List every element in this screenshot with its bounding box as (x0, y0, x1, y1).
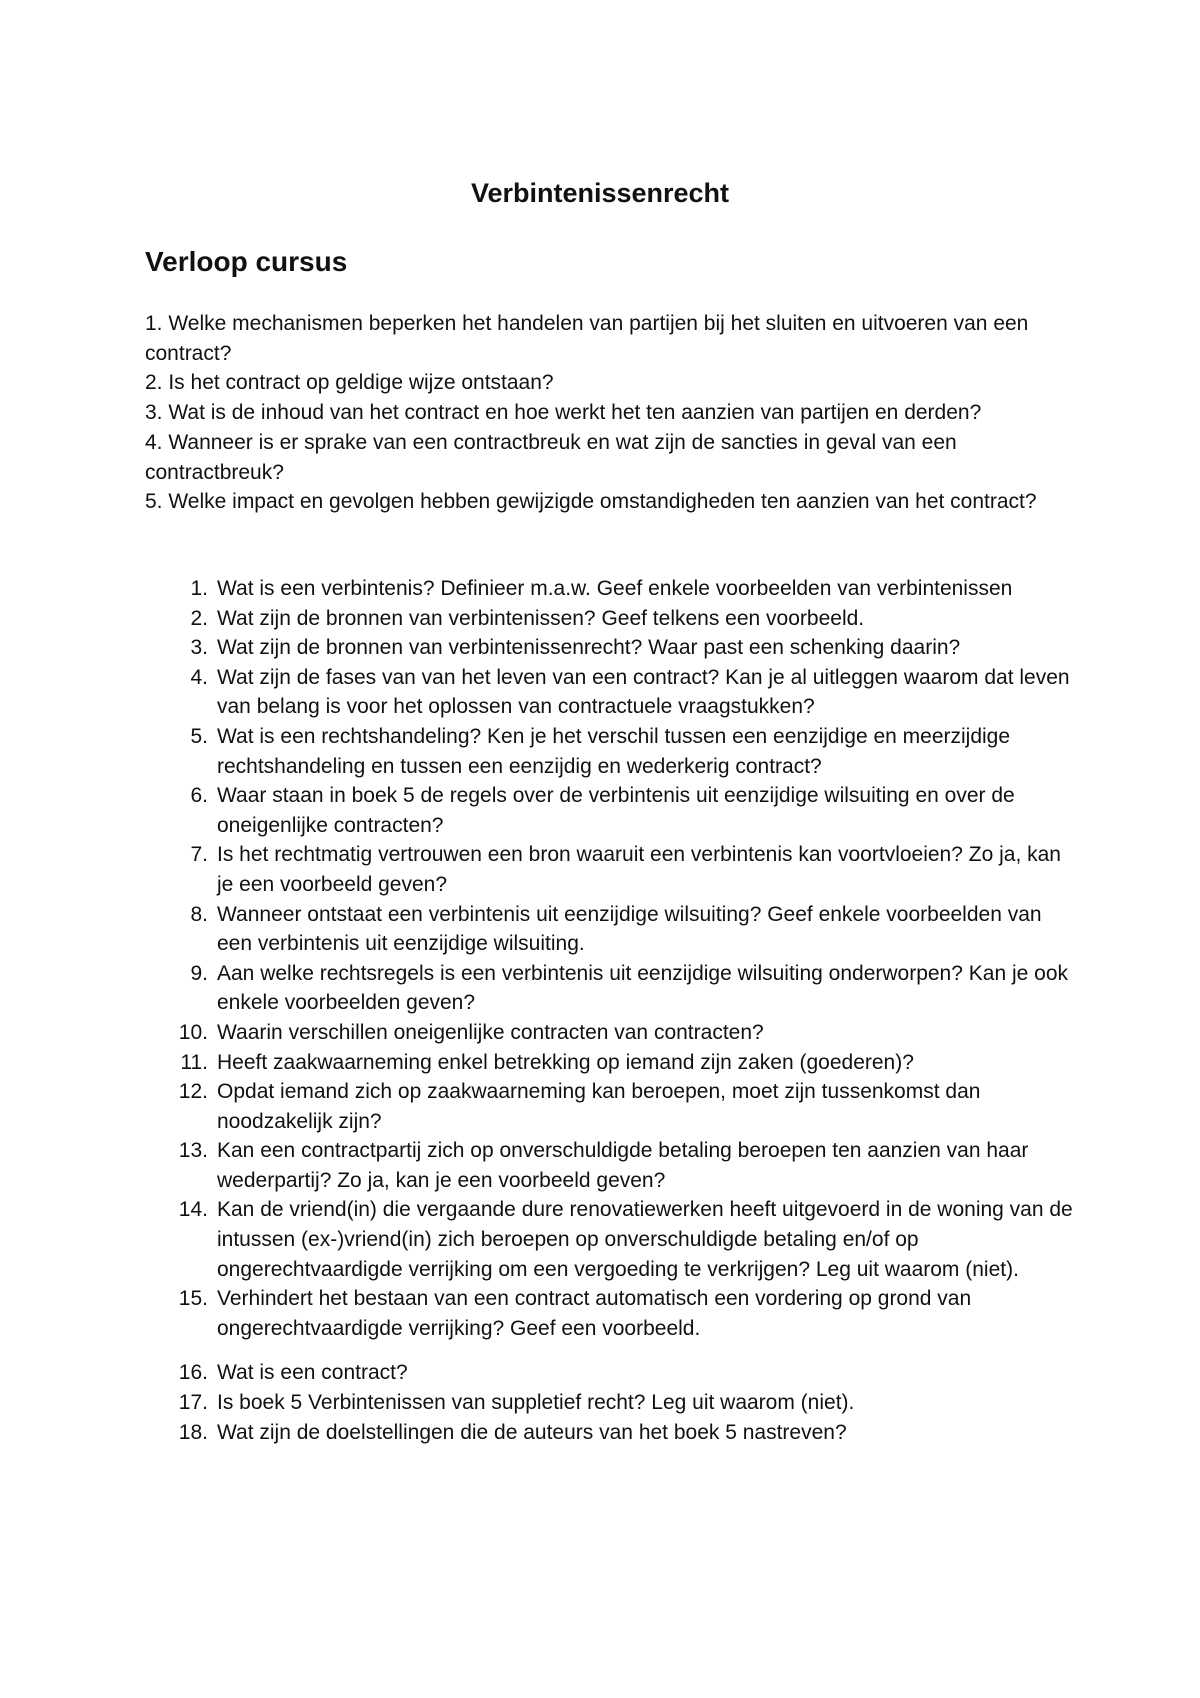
course-step: 5. Welke impact en gevolgen hebben gewijzigde omstandigheden ten aanzien van het contract? (145, 490, 1037, 514)
question-text: Verhindert het bestaan van een contract automatisch een vordering op grond van ongerechtvaardigde verrijking? Geef een voorbeeld. (217, 1287, 972, 1340)
question-text: Is boek 5 Verbintenissen van suppletief recht? Leg uit waarom (niet). (217, 1391, 855, 1415)
question-text: Heeft zaakwaarneming enkel betrekking op iemand zijn zaken (goederen)? (217, 1050, 914, 1074)
question-text: Wat is een rechtshandeling? Ken je het verschil tussen een eenzijdige en meerzijdige rechtshandeling en tussen een eenzijdig en wederkerig contract? (217, 724, 1011, 778)
question-text: Kan een contractpartij zich op onverschuldigde betaling beroepen ten aanzien van haar wederpartij? Zo ja, kan je een voorbeeld geven? (217, 1139, 1029, 1192)
question-item (145, 663, 1075, 722)
question-item (145, 1018, 1075, 1048)
question-item (145, 1358, 1075, 1388)
question-item (145, 1418, 1075, 1448)
question-number: 18. (178, 1420, 208, 1444)
question-text: Wat is een verbintenis? Definieer m.a.w. Geef enkele voorbeelden van verbintenissen (217, 577, 1013, 600)
question-text: Opdat iemand zich op zaakwaarneming kan beroepen, moet zijn tussenkomst dan noodzakelijk zijn? (217, 1080, 981, 1133)
question-text: Wat zijn de doelstellingen die de auteurs van het boek 5 nastreven? (217, 1420, 847, 1444)
question-item (145, 840, 1075, 899)
question-number: 15. (178, 1287, 208, 1311)
question-number: 7. (190, 843, 208, 867)
question-item (145, 900, 1075, 959)
question-number: 1. (190, 577, 208, 600)
course-step: 1. Welke mechanismen beperken het handelen van partijen bij het sluiten en uitvoeren van een contract? (145, 312, 1029, 365)
section-heading: Verloop cursus (145, 246, 348, 277)
question-text: Wat is een contract? (217, 1361, 408, 1385)
question-number: 6. (190, 784, 208, 808)
question-text: Kan de vriend(in) die vergaande dure renovatiewerken heeft uitgevoerd in de woning van de intussen (ex-)vriend(in) zich beroepen op onverschuldigde betaling en/of op ongerechtvaardigde verrijking om een vergoeding te verkrijgen? Leg uit waarom (niet). (217, 1198, 1073, 1281)
question-item (145, 1388, 1075, 1418)
question-number: 11. (180, 1050, 208, 1074)
question-item (145, 1048, 1075, 1078)
question-item (145, 1284, 1075, 1343)
question-text: Wat zijn de fases van van het leven van een contract? Kan je al uitleggen waarom dat leven van belang is voor het oplossen van contractuele vraagstukken? (217, 665, 1070, 719)
question-number: 9. (190, 961, 208, 985)
course-step: 4. Wanneer is er sprake van een contractbreuk en wat zijn de sancties in geval van een contractbreuk? (145, 430, 957, 484)
question-item (145, 574, 1075, 604)
question-text: Wanneer ontstaat een verbintenis uit eenzijdige wilsuiting? Geef enkele voorbeelden van een verbintenis uit eenzijdige wilsuiting. (217, 902, 1042, 956)
course-outline-list (145, 309, 1075, 517)
question-item (145, 633, 1075, 663)
question-item (145, 959, 1075, 1018)
question-number: 16. (178, 1361, 208, 1385)
question-number: 17. (178, 1391, 208, 1415)
question-text: Waarin verschillen oneigenlijke contracten van contracten? (217, 1020, 764, 1044)
question-text: Wat zijn de bronnen van verbintenissenrecht? Waar past een schenking daarin? (217, 636, 961, 660)
question-text: Waar staan in boek 5 de regels over de verbintenis uit eenzijdige wilsuiting en over de oneigenlijke contracten? (217, 784, 1015, 837)
question-number: 13. (178, 1139, 208, 1163)
question-number: 8. (190, 902, 208, 926)
question-number: 2. (190, 606, 208, 630)
question-number: 12. (178, 1080, 208, 1104)
question-number: 4. (190, 665, 208, 689)
question-item (145, 1195, 1075, 1284)
question-text: Wat zijn de bronnen van verbintenissen? Geef telkens een voorbeeld. (217, 606, 865, 630)
question-number: 10. (178, 1020, 208, 1044)
question-text: Aan welke rechtsregels is een verbintenis uit eenzijdige wilsuiting onderworpen? Kan je ook enkele voorbeelden geven? (217, 961, 1068, 1015)
document-title: Verbintenissenrecht (470, 178, 730, 208)
course-step: 2. Is het contract op geldige wijze ontstaan? (145, 371, 554, 395)
question-item (145, 781, 1075, 840)
question-item (145, 604, 1075, 634)
question-item (145, 1077, 1075, 1136)
question-item (145, 1136, 1075, 1195)
question-number: 5. (190, 724, 208, 748)
course-step: 3. Wat is de inhoud van het contract en hoe werkt het ten aanzien van partijen en derden? (145, 401, 982, 425)
question-item (145, 722, 1075, 781)
question-number: 14. (178, 1198, 208, 1222)
question-text: Is het rechtmatig vertrouwen een bron waaruit een verbintenis kan voortvloeien? Zo ja, kan je een voorbeeld geven? (217, 843, 1061, 896)
question-number: 3. (190, 636, 208, 660)
question-list (145, 574, 1075, 1447)
